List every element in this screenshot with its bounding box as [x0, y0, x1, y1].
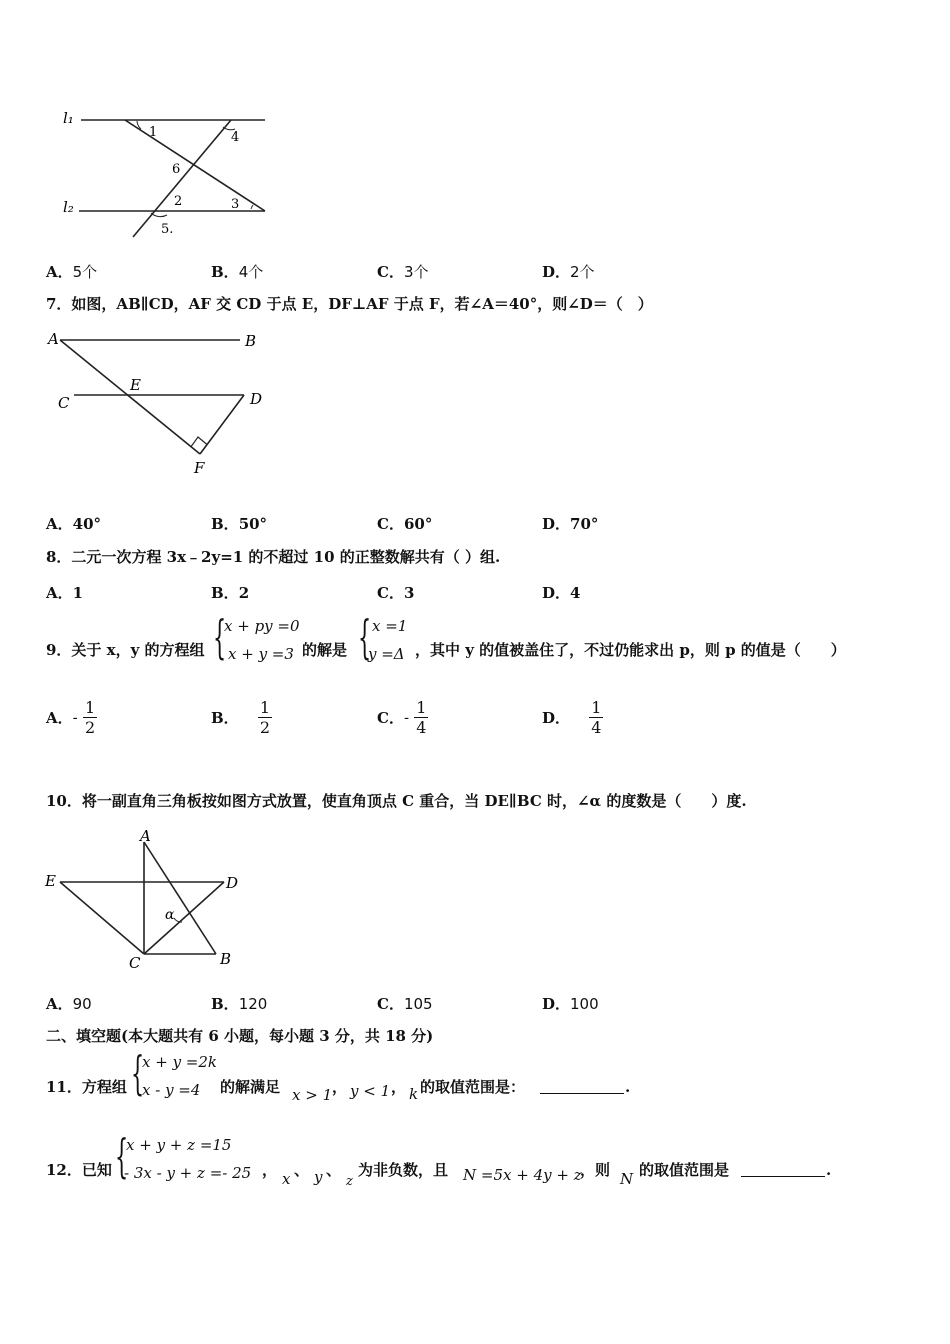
- q9-solution-brace: {: [358, 610, 372, 664]
- label-c: C: [129, 954, 141, 971]
- q6-option-a[interactable]: A．5个: [46, 263, 98, 281]
- q8-option-d[interactable]: D．4: [542, 584, 581, 602]
- label-angle-5: 5.: [161, 222, 174, 237]
- q12-expression: N =5x + 4y + z: [463, 1166, 582, 1184]
- figure-q6: [55, 105, 275, 245]
- q11-mid: 的解满足: [220, 1078, 281, 1096]
- section-heading: 二、填空题(本大题共有 6 小题，每小题 3 分，共 18 分): [46, 1027, 434, 1045]
- q11-cond1: x > 1: [292, 1086, 333, 1104]
- q10-option-b[interactable]: B．120: [211, 995, 268, 1013]
- q7-stem: 7．如图，AB∥CD，AF 交 CD 于点 E，DF⊥AF 于点 F，若∠A＝40°，则∠D＝（ ）: [46, 295, 653, 313]
- q10-stem: 10．将一副直角三角板按如图方式放置，使直角顶点 C 重合，当 DE∥BC 时，∠α 的度数是（ ）度.: [46, 792, 747, 810]
- figure-q7: [44, 328, 274, 478]
- label-alpha: α: [165, 907, 175, 923]
- q11-suffix: 的取值范围是：: [420, 1078, 526, 1096]
- right-angle-mark: [191, 437, 207, 447]
- q9-sol2: y =Δ: [368, 645, 405, 663]
- q11-eq1: x + y =2k: [142, 1053, 218, 1071]
- q9-system-brace: {: [213, 610, 227, 664]
- q10-option-d[interactable]: D．100: [542, 995, 599, 1013]
- label-angle-6: 6: [172, 162, 181, 177]
- q11-prefix: 11．方程组: [46, 1078, 127, 1096]
- label-a: A: [48, 330, 59, 348]
- label-b: B: [220, 950, 232, 968]
- line-df: [200, 395, 244, 454]
- q12-comma: ，: [262, 1161, 278, 1179]
- q12-system-brace: {: [115, 1129, 129, 1183]
- q12-mid: 为非负数，且: [358, 1161, 449, 1179]
- label-d: D: [226, 874, 239, 892]
- q12-end: .: [826, 1161, 832, 1179]
- q7-option-c[interactable]: C．60°: [377, 515, 433, 533]
- label-b: B: [245, 332, 257, 350]
- label-l1: l₁: [63, 109, 74, 127]
- q12-suffix: 的取值范围是: [639, 1161, 730, 1179]
- q6-option-d[interactable]: D．2个: [542, 263, 595, 281]
- q9-suffix: ，其中 y 的值被盖住了，不过仍能求出 p，则 p 的值是（ ）: [415, 641, 846, 659]
- q9-prefix: 9．关于 x，y 的方程组: [46, 641, 205, 659]
- q8-option-c[interactable]: C．3: [377, 584, 415, 602]
- q8-option-a[interactable]: A．1: [46, 584, 84, 602]
- q9-option-a[interactable]: A．- $\frac{1}{2}$: [46, 698, 96, 737]
- label-f: F: [194, 459, 205, 477]
- q11-system-brace: {: [131, 1046, 145, 1100]
- q11-cond2: y < 1: [350, 1082, 391, 1100]
- q11-eq2: x - y =4: [142, 1081, 201, 1099]
- line-af: [60, 340, 200, 454]
- label-angle-2: 2: [174, 194, 183, 209]
- q12-answer-blank[interactable]: [741, 1162, 825, 1181]
- q12-var-z: z: [346, 1174, 353, 1189]
- label-angle-3: 3: [231, 197, 240, 212]
- line-dc: [144, 882, 224, 954]
- label-angle-1: 1: [149, 125, 158, 140]
- q9-option-d[interactable]: D． $\frac{1}{4}$: [542, 698, 602, 737]
- q8-stem: 8．二元一次方程 3x﹣2y=1 的不超过 10 的正整数解共有（ ）组.: [46, 548, 501, 566]
- q8-option-b[interactable]: B．2: [211, 584, 250, 602]
- angle-arc-3: [251, 205, 253, 209]
- q9-mid: 的解是: [302, 641, 348, 659]
- q12-var-x: x: [282, 1170, 291, 1188]
- q12-eq1: x + y + z =15: [126, 1136, 232, 1154]
- q11-sep2: ，: [391, 1078, 407, 1096]
- q11-answer-blank[interactable]: [540, 1079, 624, 1098]
- figure-q10: [42, 826, 252, 971]
- q11-sep1: ，: [332, 1078, 348, 1096]
- q11-var-k: k: [409, 1085, 419, 1103]
- q6-option-b[interactable]: B．4个: [211, 263, 264, 281]
- q12-sep2: 、: [326, 1161, 342, 1179]
- q7-option-b[interactable]: B．50°: [211, 515, 268, 533]
- line-ec: [60, 882, 144, 954]
- label-e: E: [45, 872, 56, 890]
- q12-sep1: 、: [294, 1161, 310, 1179]
- q10-option-c[interactable]: C．105: [377, 995, 433, 1013]
- label-c: C: [58, 394, 70, 412]
- q9-option-c[interactable]: C．- $\frac{1}{4}$: [377, 698, 427, 737]
- label-l2: l₂: [63, 198, 74, 216]
- label-angle-4: 4: [231, 130, 240, 145]
- q12-var-y: y: [314, 1168, 323, 1186]
- label-e: E: [130, 376, 141, 394]
- transversal-1: [125, 120, 265, 211]
- q6-option-c[interactable]: C．3个: [377, 263, 429, 281]
- label-d: D: [250, 390, 263, 408]
- label-a: A: [140, 827, 151, 845]
- q12-then: ，则: [580, 1161, 611, 1179]
- q11-end: .: [625, 1078, 631, 1096]
- q7-option-d[interactable]: D．70°: [542, 515, 599, 533]
- q9-option-b[interactable]: B． $\frac{1}{2}$: [211, 698, 271, 737]
- q9-eq1: x + py =0: [224, 617, 300, 635]
- q12-prefix: 12．已知: [46, 1161, 112, 1179]
- q7-option-a[interactable]: A．40°: [46, 515, 102, 533]
- q9-sol1: x =1: [372, 617, 408, 635]
- q12-eq2: - 3x - y + z =- 25: [124, 1164, 252, 1182]
- q9-eq2: x + y =3: [228, 645, 294, 663]
- q10-option-a[interactable]: A．90: [46, 995, 92, 1013]
- q12-var-n: N: [620, 1170, 634, 1188]
